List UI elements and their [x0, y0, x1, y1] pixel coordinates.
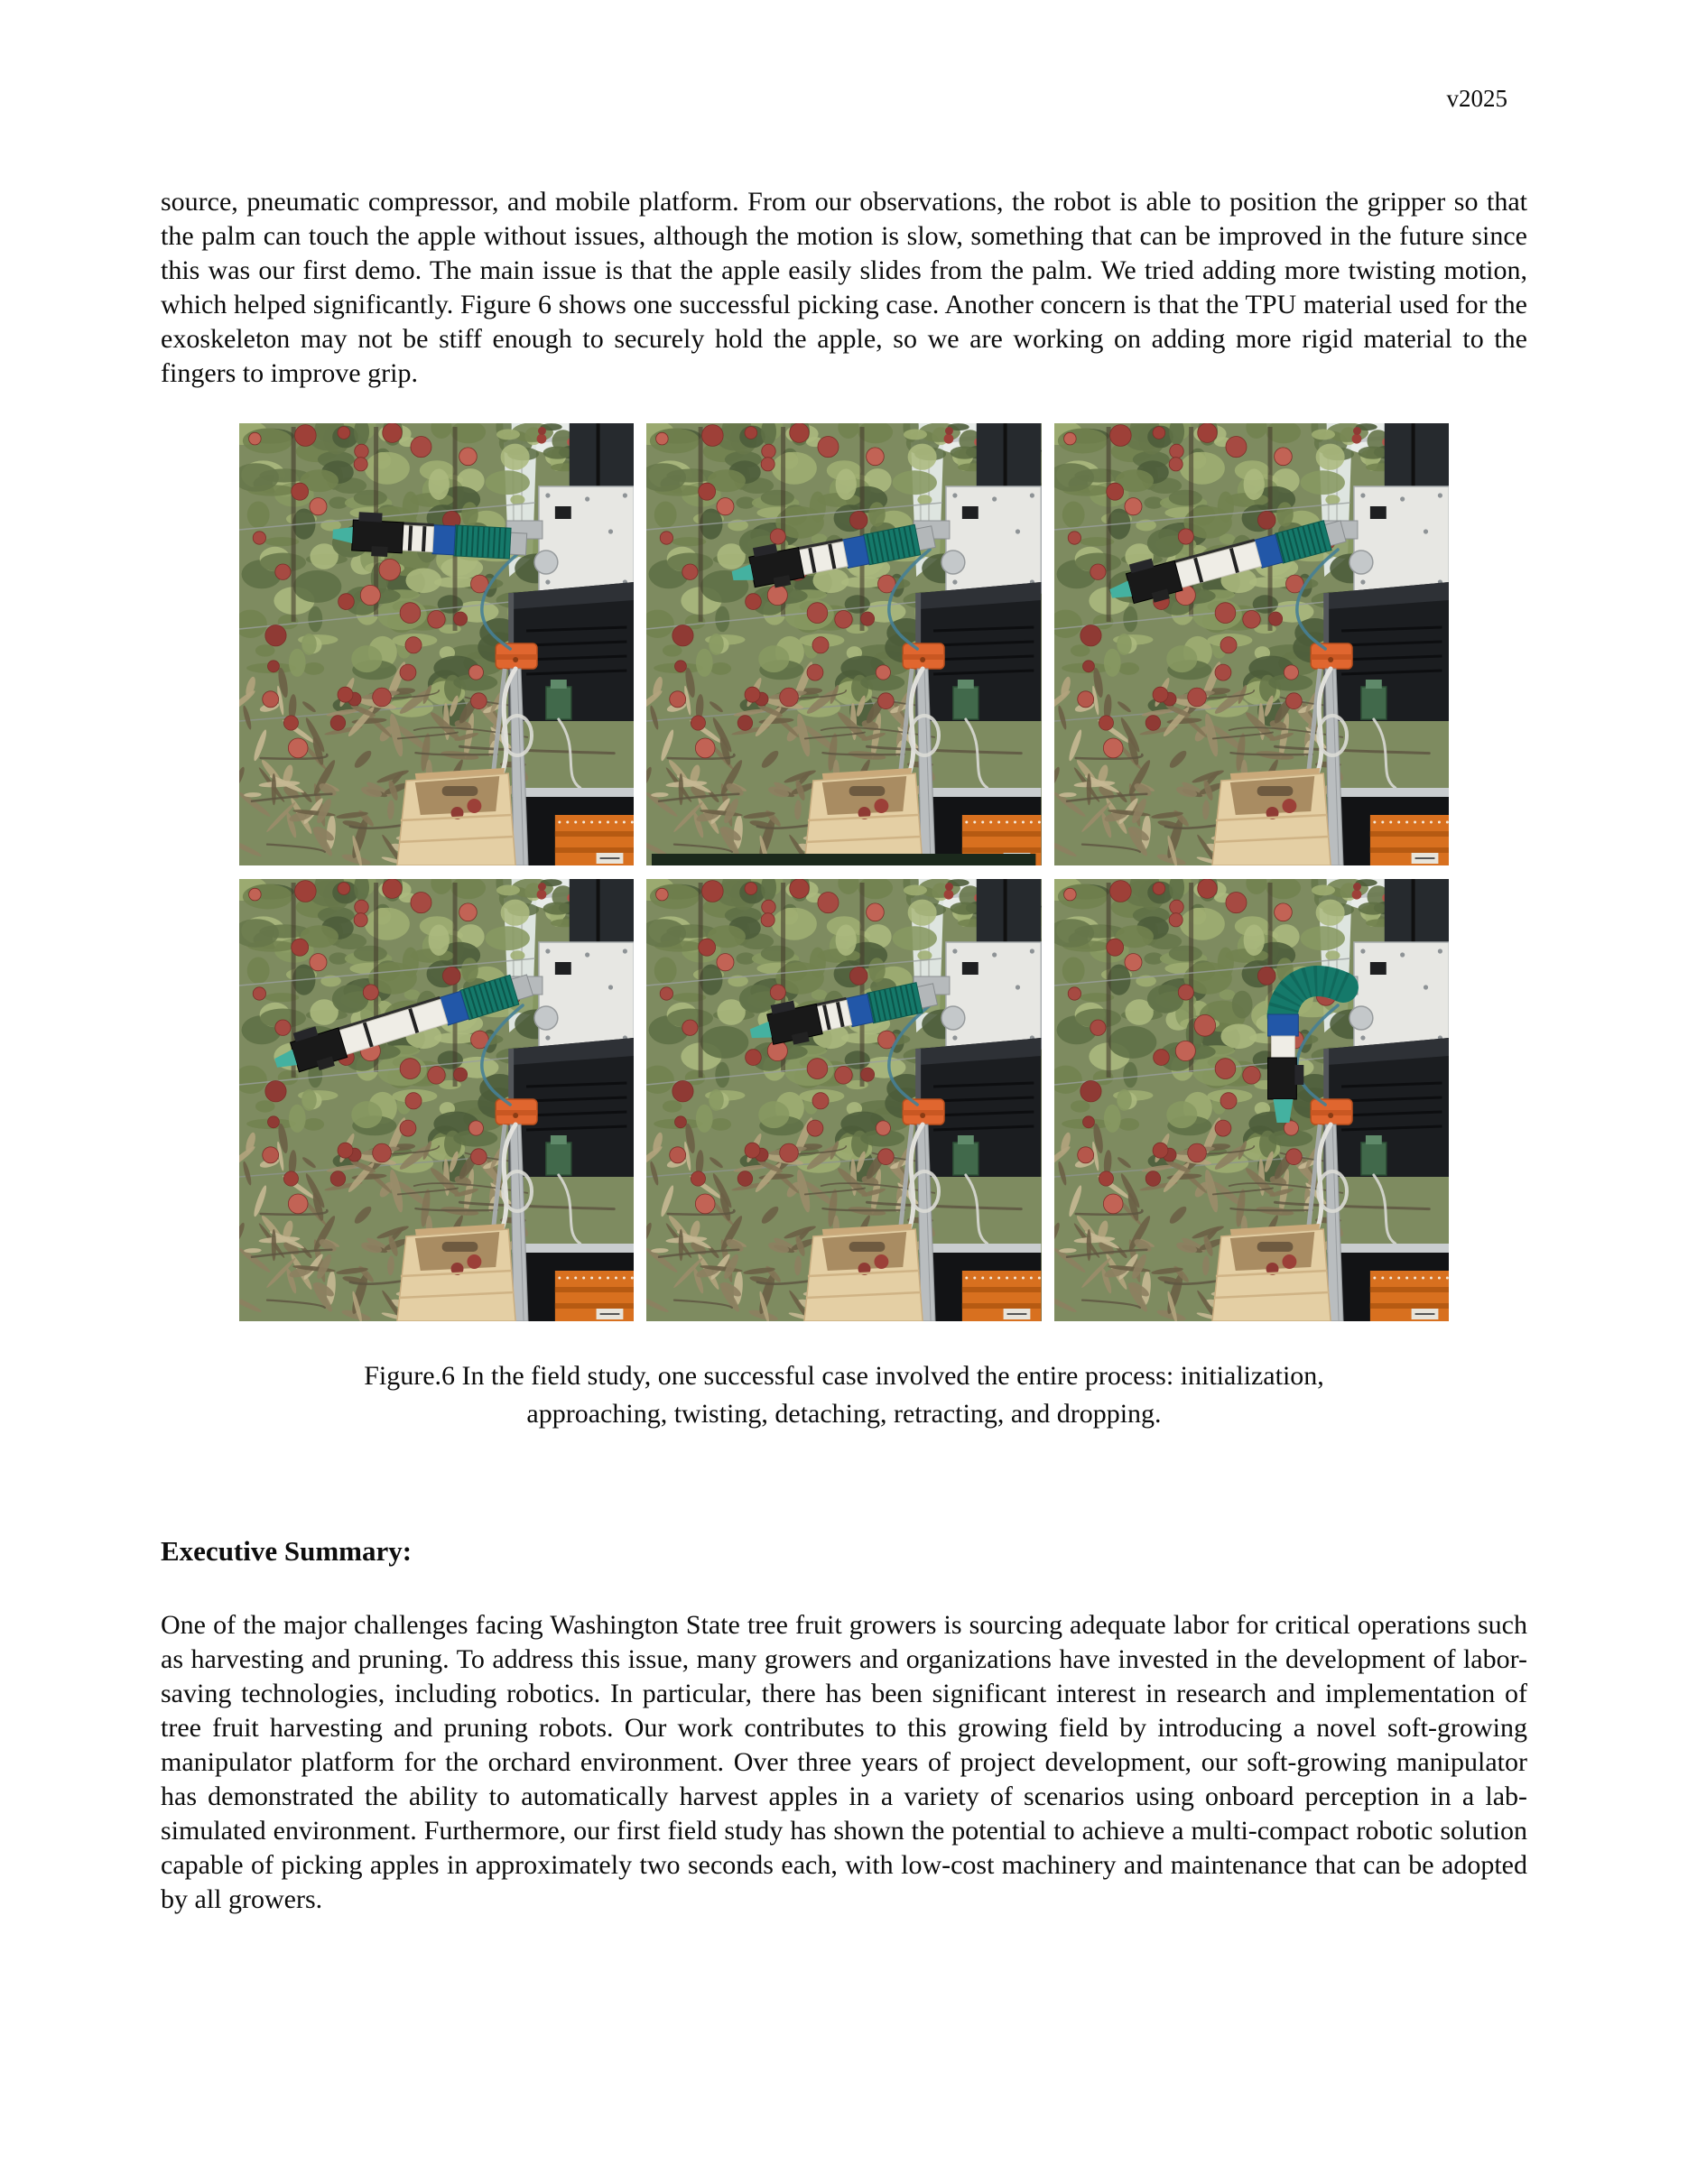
- figure6-photo-5: [646, 879, 1041, 1321]
- figure6: [161, 423, 1527, 1433]
- figure6-photo-4: [239, 879, 634, 1321]
- figure6-caption: Figure.6 In the field study, one successful case involved the entire process: initialization, approaching, twisting, detaching, retracting, and dropping.: [364, 1361, 1324, 1429]
- executive-summary-heading: Executive Summary:: [161, 1535, 413, 1567]
- figure6-photo-3: [1054, 423, 1449, 865]
- paragraph-intro: source, pneumatic compressor, and mobile platform. From our observations, the robot is able to position the gripper so that the palm can touch the apple without issues, although the motion is slow, something that can be improved in the future since this was our first demo. The main issue is that the apple easily slides from the palm. We tried adding more twisting motion, which helped significantly. Figure 6 shows one successful picking case. Another concern is that the TPU material used for the exoskeleton may not be stiff enough to securely hold the apple, so we are working on adding more rigid material to the fingers to improve grip.: [161, 187, 1527, 388]
- page-content: [161, 0, 1527, 1917]
- figure6-photo-2: [646, 423, 1041, 865]
- figure6-photo-6: [1054, 879, 1449, 1321]
- figure6-photo-1: [239, 423, 634, 865]
- figure6-photo-grid: [239, 423, 1449, 1321]
- paragraph-executive-summary: One of the major challenges facing Washington State tree fruit growers is sourcing adequate labor for critical operations such as harvesting and pruning. To address this issue, many growers and organizations have invested in the development of labor-saving technologies, including robotics. In particular, there has been significant interest in research and implementation of tree fruit harvesting and pruning robots. Our work contributes to this growing field by introducing a novel soft-growing manipulator platform for the orchard environment. Over three years of project development, our soft-growing manipulator has demonstrated the ability to automatically harvest apples in a variety of scenarios using onboard perception in a lab-simulated environment. Furthermore, our first field study has shown the potential to achieve a multi-compact robotic solution capable of picking apples in approximately two seconds each, with low-cost machinery and maintenance that can be adopted by all growers.: [161, 1610, 1527, 1914]
- version-label: v2025: [1446, 85, 1507, 112]
